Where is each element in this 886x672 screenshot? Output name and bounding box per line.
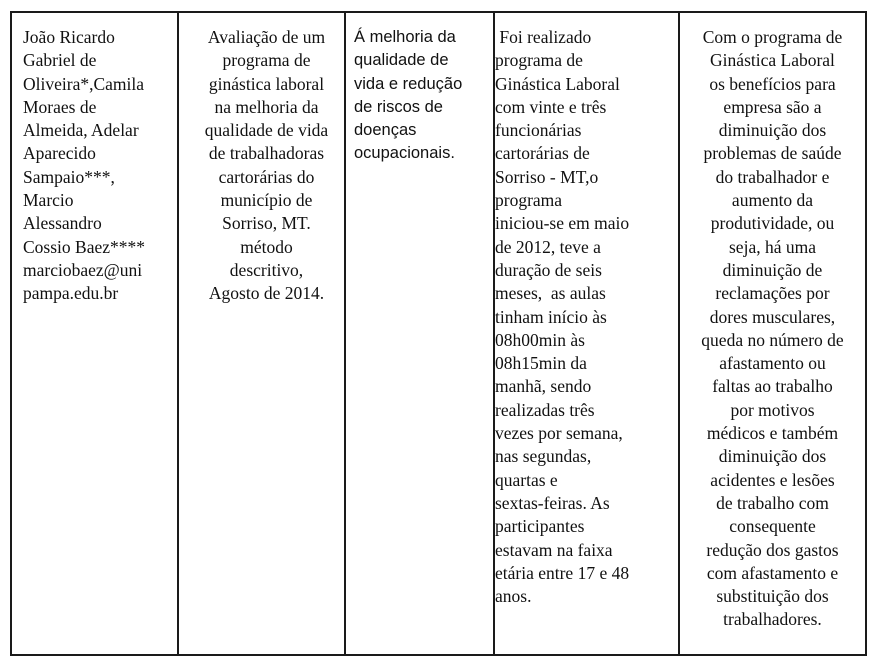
method-text: Foi realizado programa de Ginástica Laboral com vinte e três funcionárias cartorárias de Sorriso - MT,o programa iniciou-se em maio de 2012, teve a duração de seis meses, as aulas tinham início às 08h00min às 08h15min da manhã, sendo realizadas três vezes por semana, nas segundas, quartas e sextas-feiras. As participantes estavam na faixa etária entre 17 e 48 anos. [495, 27, 630, 607]
title-cell [178, 12, 345, 655]
objective-cell [345, 12, 494, 655]
authors-text: João Ricardo Gabriel de Oliveira*,Camila Moraes de Almeida, Adelar Aparecido Sampaio***, Marcio Alessandro Cossio Baez**** marciobaez@uni pampa.edu.br [23, 27, 146, 304]
table-row [11, 12, 866, 655]
results-cell [679, 12, 866, 655]
document-table-container [10, 11, 857, 656]
authors-cell [11, 12, 178, 655]
method-cell [494, 12, 679, 655]
results-text: Com o programa de Ginástica Laboral os benefícios para empresa são a diminuição dos problemas de saúde do trabalhador e aumento da produtividade, ou seja, há uma diminuição de reclamações por dores musculares, queda no número de afastamento ou faltas ao trabalho por motivos médicos e também diminuição dos acidentes e lesões de trabalho com consequente redução dos gastos com afastamento e substituição dos trabalhadores. [701, 27, 844, 630]
title-text: Avaliação de um programa de ginástica laboral na melhoria da qualidade de vida de trabalhadoras cartorárias do município de Sorriso, MT. método descritivo, Agosto de 2014. [204, 27, 329, 304]
objective-text: Á melhoria da qualidade de vida e redução de riscos de doenças ocupacionais. [354, 28, 463, 163]
literature-review-table [10, 11, 867, 656]
